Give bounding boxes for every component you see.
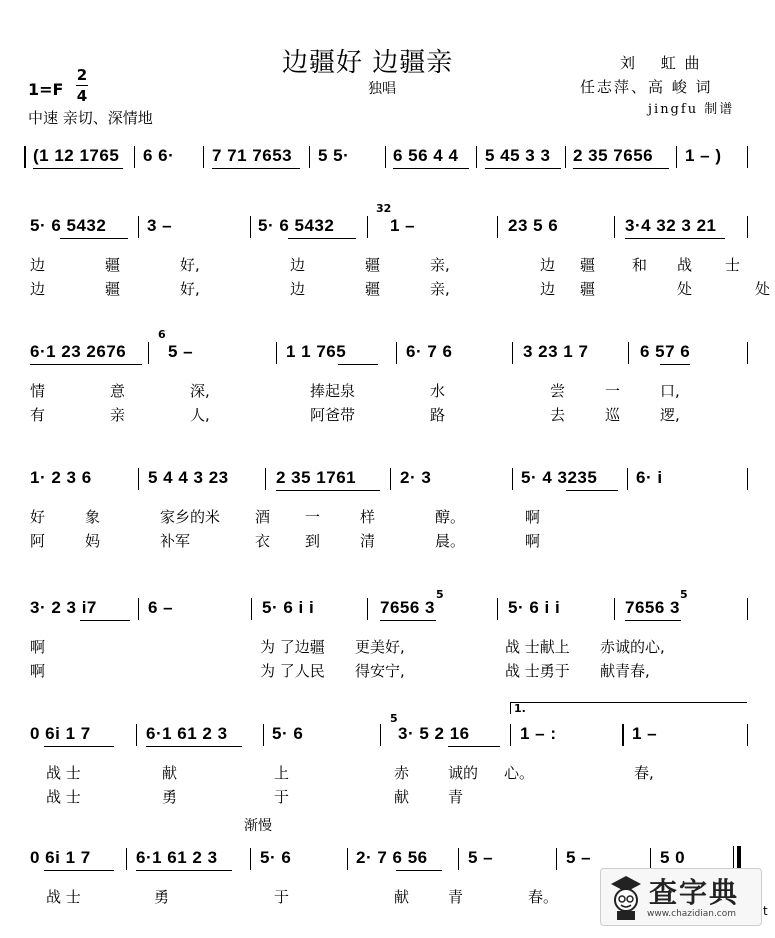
measure: 5· 6 i i <box>262 598 315 617</box>
measure: 6 57 6 <box>640 342 691 361</box>
lyric-line-1: 战 士 勇 于 献 青 春。 <box>46 888 559 906</box>
time-sig-top: 2 <box>76 66 88 84</box>
measure: 5 45 3 3 <box>485 146 551 165</box>
lyric-line-1: 战 士 献 上 赤 诚的 心。 春, <box>46 764 654 782</box>
measure: 1 – <box>632 724 658 743</box>
measure: 5· 6 <box>272 724 304 743</box>
grace-note: 5 <box>436 588 444 601</box>
measure: 7656 3 <box>625 598 680 617</box>
measure: 6 6· <box>143 146 175 165</box>
lyric-line-2: 阿 妈 补军 衣 到 清 晨。 啊 <box>30 532 541 550</box>
lyric-line-1: 啊 为 了边疆 更美好, 战 士献上 赤诚的心, <box>30 638 665 656</box>
lyric-line-1: 边 疆 好, 边 疆 亲, 边 疆 和 战 士 <box>30 256 741 274</box>
measure: 1 – ) <box>685 146 722 165</box>
measure: 6·1 61 2 3 <box>146 724 228 743</box>
volta-bracket-label: 1. <box>514 702 526 715</box>
lyric-line-1: 好 象 家乡的米 酒 一 样 醇。 啊 <box>30 508 541 526</box>
measure: 5 0 <box>660 848 686 867</box>
measure: 5 – <box>566 848 592 867</box>
scholar-mascot-icon <box>605 872 647 922</box>
measure: 5· 6 5432 <box>30 216 107 235</box>
grace-note: 5 <box>680 588 688 601</box>
measure: 6· i <box>636 468 663 487</box>
measure: 5· 6 i i <box>508 598 561 617</box>
watermark-url: www.chazidian.com <box>647 909 737 919</box>
key-signature: 1=F <box>28 80 64 99</box>
grace-note: 5 <box>390 712 398 725</box>
measure: 5 – <box>468 848 494 867</box>
lyric-line-1: 情 意 深, 捧起泉 水 尝 一 口, <box>30 382 680 400</box>
lyric-line-2: 啊 为 了人民 得安宁, 战 士勇于 献青春, <box>30 662 650 680</box>
composer-credit: 刘 虹 曲 <box>620 54 702 72</box>
measure: 2· 7 6 56 <box>356 848 428 867</box>
measure: 23 5 6 <box>508 216 559 235</box>
measure: 1 – <box>390 216 416 235</box>
lyric-line-2: 有 亲 人, 阿爸带 路 去 巡 逻, <box>30 406 680 424</box>
measure: 2· 3 <box>400 468 432 487</box>
measure: 6·1 23 2676 <box>30 342 127 361</box>
measure: 3· 5 2 16 <box>398 724 470 743</box>
time-signature <box>76 66 88 105</box>
grace-note: 6 <box>158 328 166 341</box>
transcriber-credit: jingfu 制谱 <box>648 102 735 117</box>
measure: 1· 2 3 6 <box>30 468 92 487</box>
measure: (1 12 1765 <box>33 146 120 165</box>
lyricist-credit: 任志萍、高 峻 词 <box>580 78 713 96</box>
measure: 2 35 7656 <box>573 146 654 165</box>
lyric-line-2: 边 疆 好, 边 疆 亲, 边 疆 处 处 <box>30 280 771 298</box>
ritardando-marking: 渐慢 <box>244 818 272 834</box>
measure: 0 6i 1 7 <box>30 848 91 867</box>
measure: 0 6i 1 7 <box>30 724 91 743</box>
measure: 5· 4 3235 <box>521 468 598 487</box>
lyric-line-2: 战 士 勇 于 献 青 <box>46 788 464 806</box>
performance-mode: 独唱 <box>368 81 396 97</box>
grace-note: 32 <box>376 202 392 215</box>
measure: 7 71 7653 <box>212 146 293 165</box>
measure: 5· 6 <box>260 848 292 867</box>
measure: 7656 3 <box>380 598 435 617</box>
watermark-brand: 查字典 <box>649 876 740 909</box>
measure: 5 5· <box>318 146 350 165</box>
song-title: 边疆好 边疆亲 <box>282 48 454 78</box>
tempo-marking: 中速 亲切、深情地 <box>28 109 153 127</box>
measure: 5· 6 5432 <box>258 216 335 235</box>
measure: 6 56 4 4 <box>393 146 459 165</box>
watermark-logo <box>600 868 762 926</box>
measure: 6·1 61 2 3 <box>136 848 218 867</box>
measure: 6 – <box>148 598 174 617</box>
time-sig-bottom: 4 <box>76 87 88 105</box>
measure: 2 35 1761 <box>276 468 357 487</box>
measure: 3 23 1 7 <box>523 342 589 361</box>
measure: 3 – <box>147 216 173 235</box>
measure: 6· 7 6 <box>406 342 453 361</box>
measure: 5 4 4 3 23 <box>148 468 229 487</box>
measure: 3·4 32 3 21 <box>625 216 717 235</box>
measure: 1 – : <box>520 724 557 743</box>
measure: 3· 2 3 i7 <box>30 598 97 617</box>
measure: 5 – <box>168 342 194 361</box>
measure: 1 1 765 <box>286 342 347 361</box>
time-sig-line <box>76 85 88 86</box>
edge-letter: t <box>763 904 768 918</box>
